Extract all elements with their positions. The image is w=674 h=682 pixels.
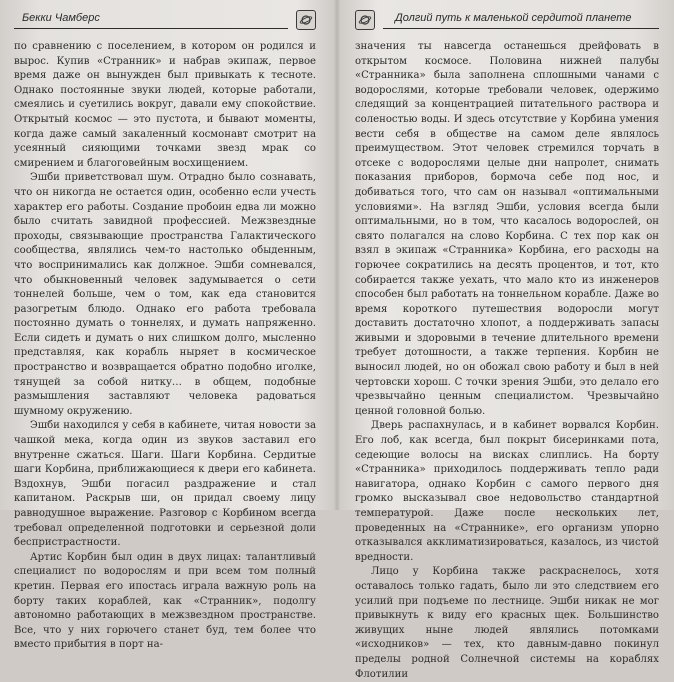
header-rule bbox=[383, 28, 659, 29]
left-page-body bbox=[14, 40, 316, 653]
paragraph: по сравнению с поселением, в котором он родился и вырос. Купив «Странник» и набрав экипаж, первое время даже он вынужден был привыкать к тесноте. Однако постоянные звуки людей, которые работали, смеялись и суетились вокруг, давали ему спокойствие. Открытый космос — это пустота, и бывают моменты, когда даже самый закаленный космонавт смотрит на усеянный сияющими точками звезд мрак со смирением и благоговейным восхищением. bbox=[14, 41, 316, 169]
left-page-header bbox=[14, 10, 316, 32]
paragraph: Дверь распахнулась, и в кабинет ворвался Корбин. Его лоб, как всегда, был покрыт бисеринками пота, седеющие волосы на висках слиплись. На борту «Странника» приходилось поддерживать тепло ради навигатора, однако Корбин с самого первого дня громко высказывал свое недовольство стандартной температурой. Даже после нескольких лет, проведенных на «Страннике», его организм упорно отказывался акклиматизироваться, казалось, из чистой вредности. bbox=[355, 420, 659, 563]
right-running-head: Долгий путь к маленькой сердитой планете bbox=[395, 12, 632, 24]
paragraph: значения ты навсегда останешься дрейфовать в открытом космосе. Половина нижней палубы «Странника» была заполнена сплошными чанами с водорослями, которые требовали человек, одержимо следящий за концентрацией питательного раствора и соленостью воды. И здесь отсутствие у Корбина умения вести себя в обществе на самом деле являлось преимуществом. Этот человек стремился торчать в отсеке с водорослями целые дни напролет, снимать показания приборов, бормоча себе под нос, и добиваться того, что сам он называл «оптимальными условиями». На взгляд Эшби, условия всегда были оптимальными, но в том, что касалось водорослей, он свято полагался на слово Корбина. С тех пор как он взял в экипаж «Странника» Корбина, его расходы на горючее сократились на десять процентов, и тот, кто собирается также уехать, что мало кто из инженеров способен был работать на тоннельном корабле. Даже во время короткого путешествия водоросли могут доставить достаточно хлопот, а поддерживать запасы живыми и здоровыми в течение длительного времени требует дотошности, а также терпения. Корбин не выносил людей, но он обожал свою работу и был в ней чертовски хорош. С точки зрения Эшби, это делало его чрезвычайно ценным специалистом. Чрезвычайно ценной головной болью. bbox=[355, 41, 659, 417]
planet-emblem-icon bbox=[296, 10, 316, 30]
planet-emblem-icon bbox=[355, 10, 375, 30]
paragraph: Эшби находился у себя в кабинете, читая новости за чашкой мека, когда один из звуков заставил его внутренне сжаться. Шаги. Шаги Корбина. Сердитые шаги Корбина, приближающиеся к двери его кабинета. Вздохнув, Эшби погасил раздражение и стал капитаном. Раскрыв ши, он придал своему лицу равнодушное выражение. Разговор с Корбином всегда требовал определенной подготовки и серьезной доли беспристрастности. bbox=[14, 420, 316, 549]
left-running-head: Бекки Чамберс bbox=[22, 12, 100, 24]
paragraph: Эшби приветствовал шум. Отрадно было сознавать, что он никогда не остается один, особенно если учесть характер его работы. Создание пробоин едва ли можно было считать завидной профессией. Межзвездные проходы, связывающие пространства Галактического сообщества, являлись чем-то настолько обыденным, что воспринимались как должное. Эшби сомневался, что обыкновенный человек задумывается о сети тоннелей больше, чем о том, как еда становится разогретым блюдо. Однако его работа требовала постоянно думать о тоннелях, и думать напряженно. Если сидеть и думать о них слишком долго, мысленно представляя, как корабль ныряет в космическое пространство и возвращается обратно подобно иголке, тянущей за собой нитку… в общем, подобные размышления заставляют человека радоваться шумному окружению. bbox=[14, 172, 316, 417]
right-page bbox=[337, 0, 674, 680]
paragraph: Лицо у Корбина также раскраснелось, хотя оставалось только гадать, было ли это следствием его усилий при подъеме по лестнице. Эшби никак не мог привыкнуть к виду его красных щек. Большинство живущих ныне людей являлись потомками «исходников» — тех, кто давным-давно покинул пределы родной Солнечной системы на кораблях Флотилии bbox=[355, 566, 659, 680]
header-rule bbox=[14, 28, 288, 29]
right-page-body bbox=[355, 40, 659, 682]
paragraph: Артис Корбин был один в двух лицах: талантливый специалист по водорослям и при всем том полный кретин. Первая его ипостась играла важную роль на борту таких кораблей, как «Странник», подолгу автономно работающих в межзвездном пространстве. Все, что у них горючего станет буд, тем более что вместо прибытия в порт на- bbox=[14, 551, 316, 651]
left-page bbox=[0, 0, 337, 651]
right-page-header bbox=[355, 10, 659, 32]
